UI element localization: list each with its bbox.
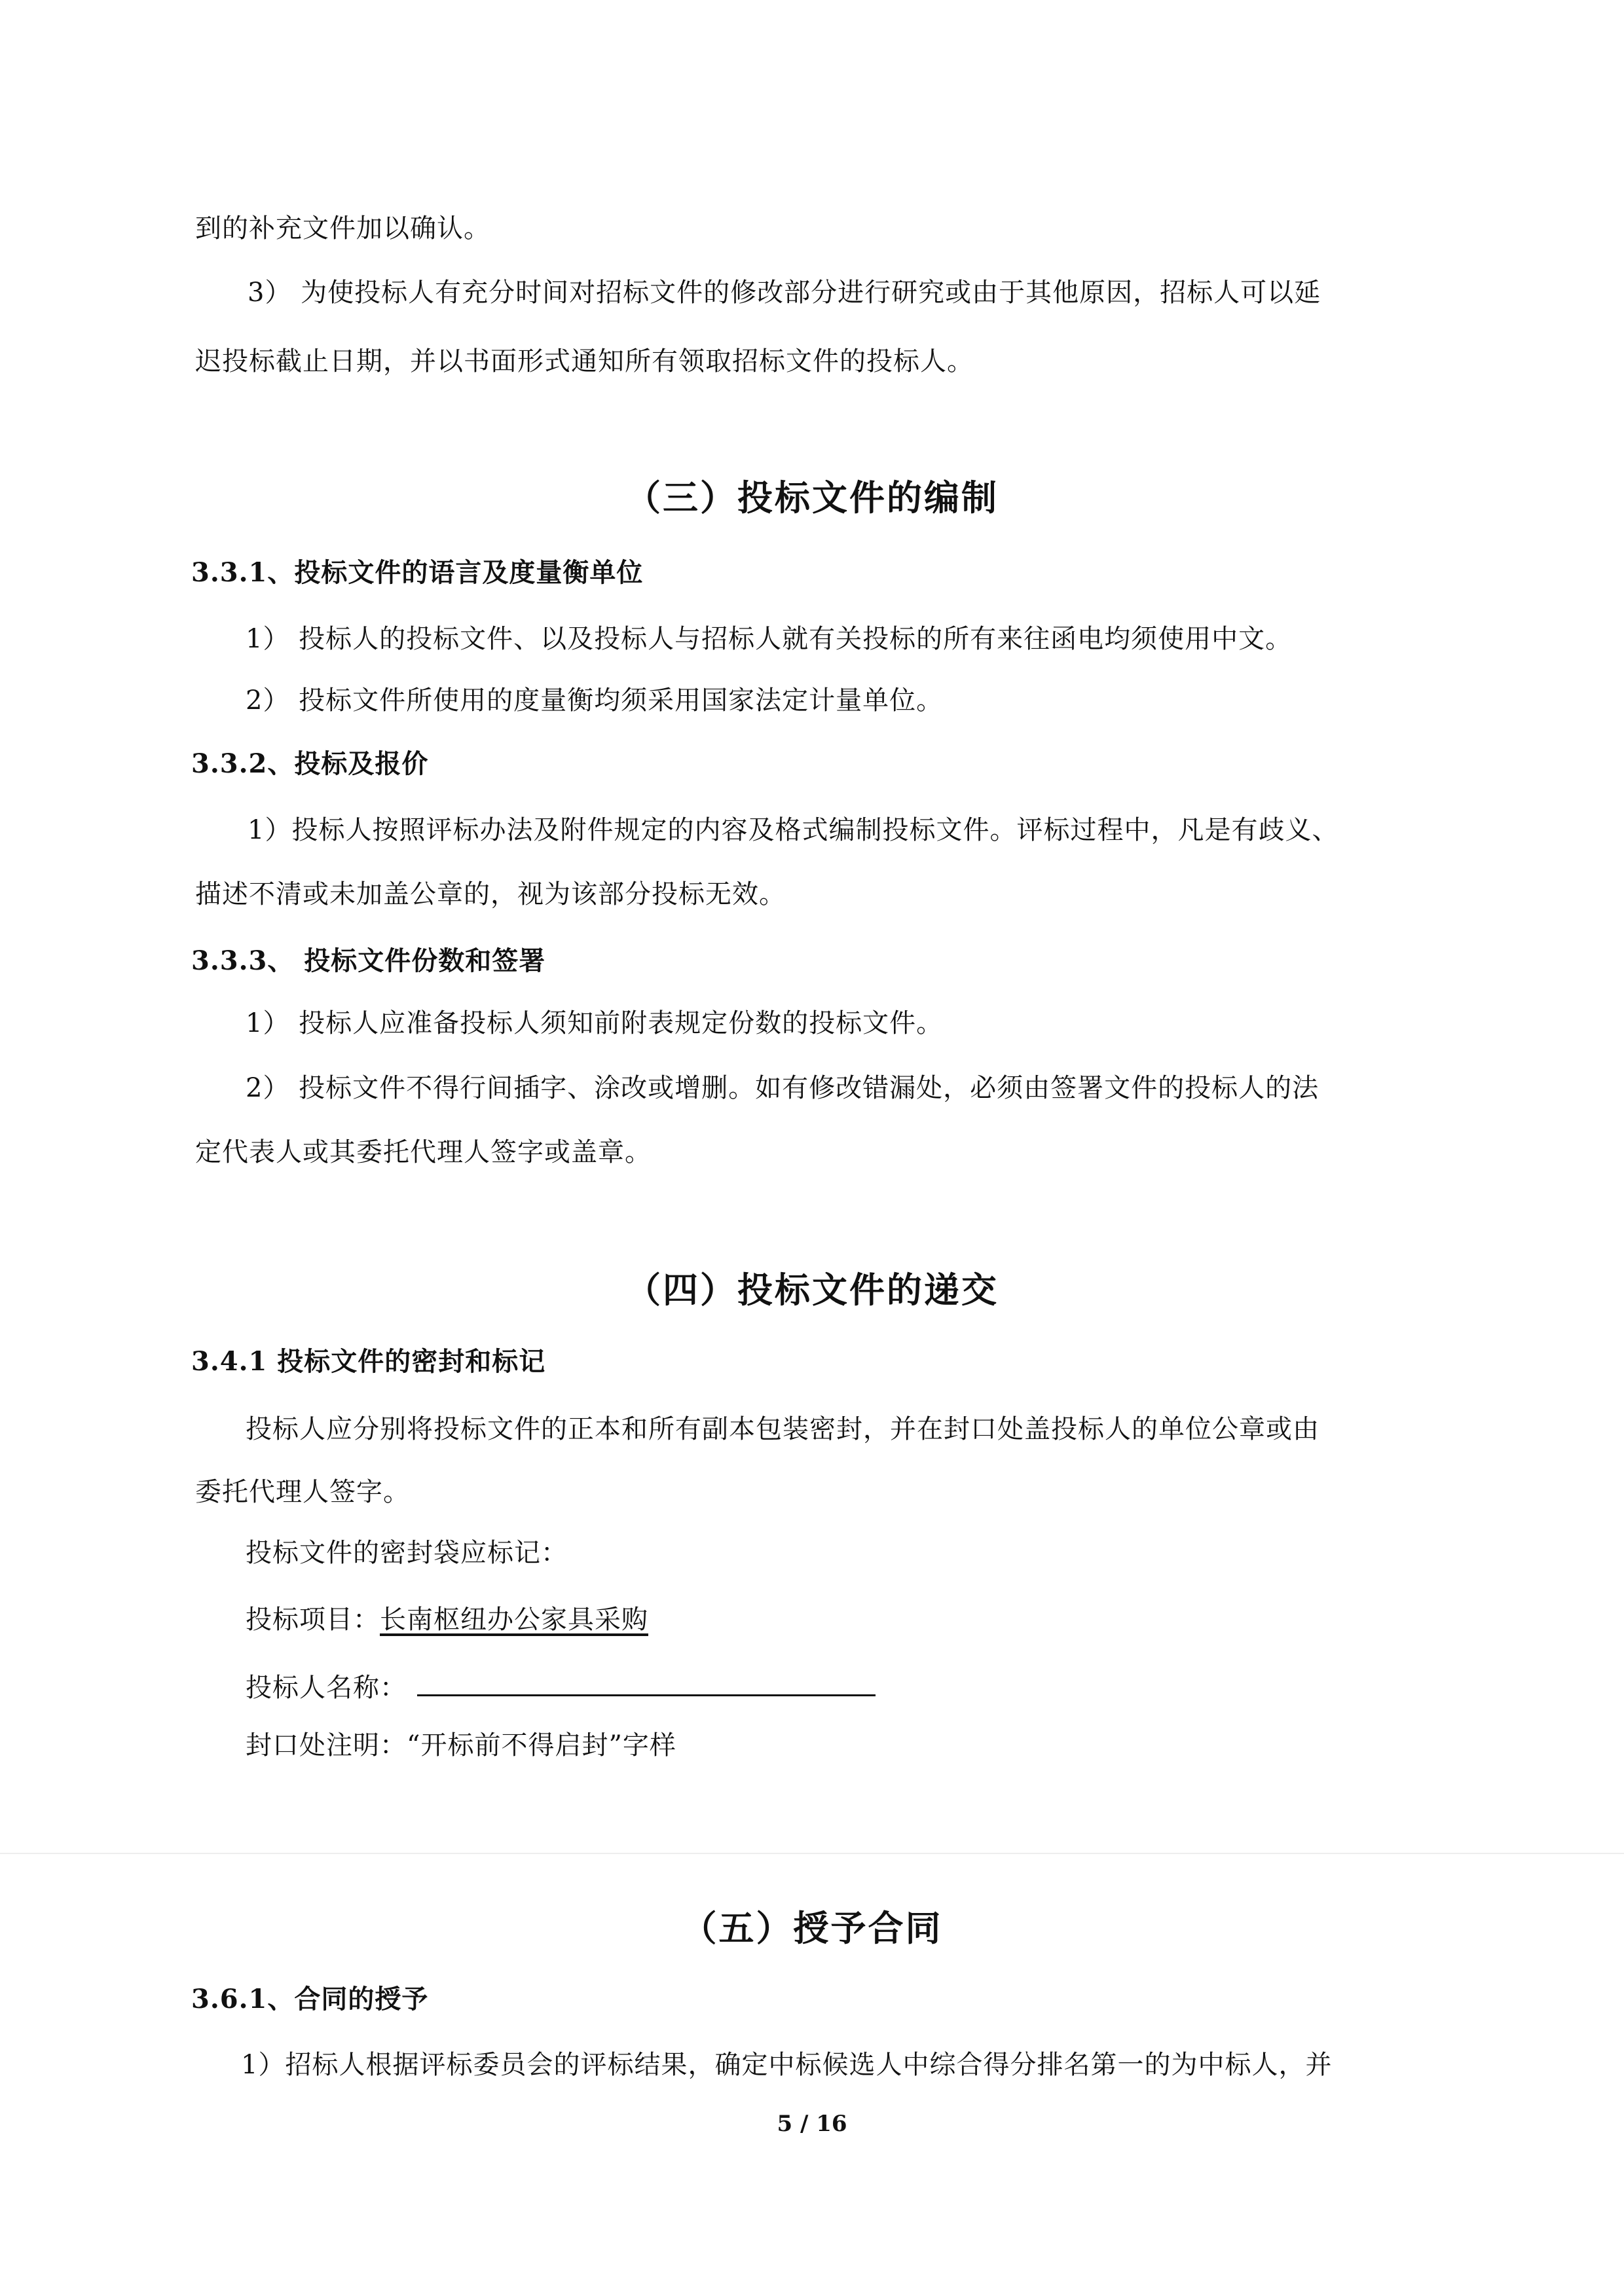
project-label: 投标项目：: [246, 1605, 380, 1635]
list-item: 2） 投标文件所使用的度量衡均须采用国家法定计量单位。: [246, 685, 944, 716]
seal-note: 封口处注明：“开标前不得启封”字样: [246, 1730, 676, 1760]
scan-divider: [0, 1853, 1624, 1854]
bidder-name-field: [246, 1668, 876, 1705]
section-heading-5: （五）授予合同: [681, 1907, 943, 1949]
subsection-title-3-3-2: 3.3.2、投标及报价: [191, 748, 429, 779]
page-number: 5 / 16: [777, 2111, 847, 2137]
section-heading-4: （四）投标文件的递交: [625, 1269, 999, 1311]
subsection-title-3-3-1: 3.3.1、投标文件的语言及度量衡单位: [191, 557, 644, 588]
body-line: 委托代理人签字。: [195, 1477, 410, 1507]
body-line: 1）招标人根据评标委员会的评标结果，确定中标候选人中综合得分排名第一的为中标人，并: [241, 2050, 1333, 2080]
body-line: 迟投标截止日期，并以书面形式通知所有领取招标文件的投标人。: [195, 346, 974, 376]
bidder-name-label: 投标人名称：: [246, 1673, 407, 1703]
bidder-name-blank-line: [417, 1668, 876, 1696]
subsection-title-3-6-1: 3.6.1、合同的授予: [191, 1984, 429, 2014]
body-line: 描述不清或未加盖公章的，视为该部分投标无效。: [195, 879, 786, 909]
body-line: 投标人应分别将投标文件的正本和所有副本包装密封，并在封口处盖投标人的单位公章或由: [246, 1414, 1320, 1444]
section-heading-3: （三）投标文件的编制: [625, 477, 999, 519]
subsection-title-3-4-1: 3.4.1 投标文件的密封和标记: [191, 1346, 546, 1377]
project-value: 长南枢纽办公家具采购: [380, 1605, 648, 1635]
body-line: 到的补充文件加以确认。: [195, 213, 490, 244]
body-line: 投标文件的密封袋应标记：: [246, 1538, 568, 1568]
list-item: 1） 投标人的投标文件、以及投标人与招标人就有关投标的所有来往函电均须使用中文。: [246, 624, 1293, 654]
body-line: 1）投标人按照评标办法及附件规定的内容及格式编制投标文件。评标过程中，凡是有歧义、: [248, 815, 1339, 845]
body-line: 3） 为使投标人有充分时间对招标文件的修改部分进行研究或由于其他原因，招标人可以延: [248, 278, 1321, 308]
body-line: 定代表人或其委托代理人签字或盖章。: [195, 1137, 652, 1167]
list-item: 2） 投标文件不得行间插字、涂改或增删。如有修改错漏处，必须由签署文件的投标人的法: [246, 1073, 1320, 1103]
list-item: 1） 投标人应准备投标人须知前附表规定份数的投标文件。: [246, 1008, 944, 1038]
subsection-title-3-3-3: 3.3.3、 投标文件份数和签署: [191, 945, 546, 976]
project-field: [246, 1603, 648, 1637]
